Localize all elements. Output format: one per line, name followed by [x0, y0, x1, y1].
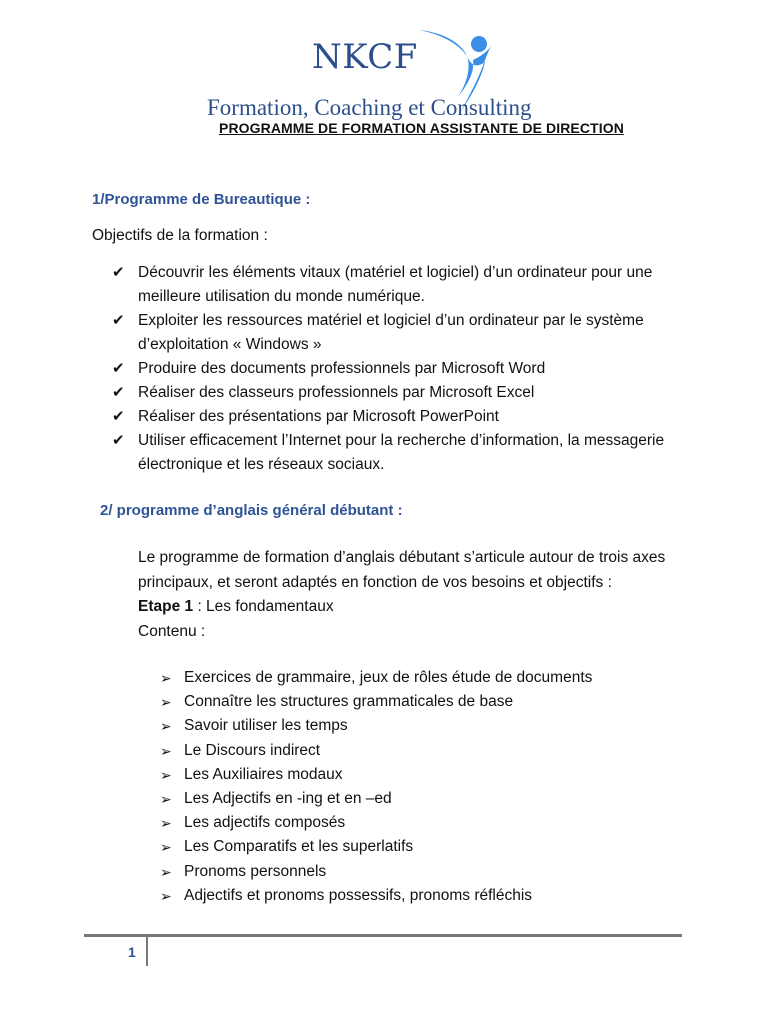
- list-item: ✔ Découvrir les éléments vitaux (matériel et logiciel) d’un ordinateur pour une meilleure utilisation du monde numérique.: [112, 261, 682, 309]
- intro-paragraph: Le programme de formation d’anglais débutant s’articule autour de trois axes principaux, et seront adaptés en fonction de vos besoins et objectifs :: [138, 549, 666, 591]
- list-item: ➢ Le Discours indirect: [160, 739, 680, 763]
- arrow-bullet-icon: ➢: [160, 694, 172, 711]
- checkmark-icon: ✔: [112, 312, 125, 329]
- arrow-bullet-icon: ➢: [160, 791, 172, 808]
- checkmark-icon: ✔: [112, 360, 125, 377]
- brand-name: NKCF: [312, 37, 418, 77]
- checkmark-icon: ✔: [112, 432, 125, 449]
- list-item: ✔ Produire des documents professionnels par Microsoft Word: [112, 357, 682, 381]
- checkmark-icon: ✔: [112, 408, 125, 425]
- list-item: ✔ Exploiter les ressources matériel et logiciel d’un ordinateur par le système d’exploitation « Windows »: [112, 309, 682, 357]
- list-item: ✔ Réaliser des présentations par Microsoft PowerPoint: [112, 405, 682, 429]
- step-text: : Les fondamentaux: [193, 598, 334, 615]
- list-item: ➢ Les adjectifs composés: [160, 811, 680, 835]
- list-item: ➢ Adjectifs et pronoms possessifs, pronoms réfléchis: [160, 884, 680, 908]
- arrow-bullet-icon: ➢: [160, 863, 172, 880]
- company-logo: [205, 22, 565, 126]
- arrow-bullet-icon: ➢: [160, 815, 172, 832]
- checkmark-icon: ✔: [112, 384, 125, 401]
- english-program-description: [138, 546, 683, 644]
- list-item: ➢ Les Comparatifs et les superlatifs: [160, 835, 680, 859]
- content-list: [160, 666, 680, 908]
- step-label: Etape 1: [138, 598, 194, 615]
- list-item: ➢ Connaître les structures grammaticales de base: [160, 690, 680, 714]
- arrow-bullet-icon: ➢: [160, 718, 172, 735]
- brand-tagline: Formation, Coaching et Consulting: [207, 95, 532, 120]
- section-heading-bureautique: 1/Programme de Bureautique :: [92, 191, 311, 208]
- list-item: ✔ Réaliser des classeurs professionnels par Microsoft Excel: [112, 381, 682, 405]
- list-item: ➢ Les Auxiliaires modaux: [160, 763, 680, 787]
- document-title: PROGRAMME DE FORMATION ASSISTANTE DE DIRECTION: [219, 120, 624, 136]
- footer-page-separator: [146, 936, 148, 966]
- footer-divider: [84, 934, 682, 937]
- list-item: ➢ Exercices de grammaire, jeux de rôles étude de documents: [160, 666, 680, 690]
- arrow-bullet-icon: ➢: [160, 766, 172, 783]
- objectives-list: [112, 261, 682, 477]
- arrow-bullet-icon: ➢: [160, 742, 172, 759]
- page-number: 1: [128, 944, 136, 960]
- objectives-label: Objectifs de la formation :: [92, 227, 268, 244]
- list-item: ➢ Savoir utiliser les temps: [160, 714, 680, 738]
- content-label: Contenu :: [138, 622, 206, 640]
- arrow-bullet-icon: ➢: [160, 887, 172, 904]
- arrow-bullet-icon: ➢: [160, 839, 172, 856]
- list-item: ✔ Utiliser efficacement l’Internet pour la recherche d’information, la messagerie électronique et les réseaux sociaux.: [112, 429, 682, 477]
- checkmark-icon: ✔: [112, 264, 125, 281]
- arrow-bullet-icon: ➢: [160, 670, 172, 686]
- list-item: ➢ Les Adjectifs en -ing et en –ed: [160, 787, 680, 811]
- section-heading-anglais: 2/ programme d’anglais général débutant :: [100, 502, 403, 519]
- step-line: [138, 595, 683, 620]
- list-item: ➢ Pronoms personnels: [160, 860, 680, 884]
